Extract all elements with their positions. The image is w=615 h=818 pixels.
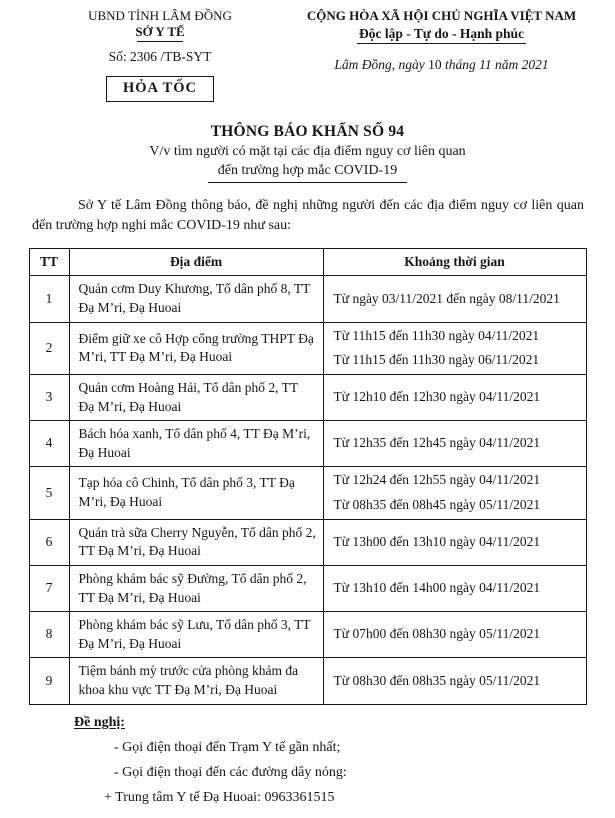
org-parent-name: UBND TỈNH LÂM ĐỒNG [88,8,232,23]
row-number: 5 [29,467,69,519]
time-line: Từ 08h30 đến 08h35 ngày 05/11/2021 [333,672,541,688]
date-suffix: tháng 11 năm 2021 [441,57,549,72]
row-location: Điểm giữ xe cô Hợp cổng trường THPT Đạ M’ri, TT Đạ M’ri, Đạ Huoai [69,322,323,374]
row-location: Quán trà sữa Cherry Nguyễn, Tổ dân phố 2, TT Đạ M’ri, Đạ Huoai [69,519,323,565]
urgency-stamp: HỎA TỐC [106,76,214,102]
row-location: Bách hóa xanh, Tổ dân phố 4, TT Đạ M’ri, Đạ Huoai [69,421,323,467]
document-number: Số: 2306 /TB-SYT [108,49,212,64]
time-line: Từ 11h15 đến 11h30 ngày 06/11/2021 [333,352,540,368]
date-prefix: Lâm Đồng, ngày [334,57,429,72]
recommendation-item: + Trung tâm Y tế Đạ Huoai: 0963361515 [104,789,335,805]
document-subtitle-line2: đến trường hợp mắc COVID-19 [208,163,407,183]
row-number: 6 [29,519,69,565]
time-line: Từ 11h15 đến 11h30 ngày 04/11/2021 [333,327,540,343]
row-location: Phòng khám bác sỹ Đường, Tổ dân phố 2, TT Đạ M’ri, Đạ Huoai [69,565,323,611]
table-row [29,276,586,322]
row-number: 1 [29,276,69,322]
recommendations-heading: Đề nghị: [74,714,125,730]
org-name: SỞ Y TẾ [135,24,185,39]
national-header-block [294,7,589,102]
time-line: Từ 07h00 đến 08h30 ngày 05/11/2021 [333,626,541,642]
row-location: Tạp hóa cô Chinh, Tổ dân phố 3, TT Đạ M’ri, Đạ Huoai [69,467,323,519]
table-header-row [29,248,586,276]
risk-locations-table [29,248,587,705]
time-line: Từ 12h24 đến 12h55 ngày 04/11/2021 [333,472,541,488]
title-block [0,123,615,183]
national-title: CỘNG HÒA XÃ HỘI CHỦ NGHĨA VIỆT NAM [306,8,577,23]
row-timerange [323,421,586,467]
time-line: Từ ngày 03/11/2021 đến ngày 08/11/2021 [333,290,560,306]
row-timerange [323,467,586,519]
row-number: 7 [29,565,69,611]
table-row [29,467,586,519]
row-timerange [323,565,586,611]
row-number: 8 [29,612,69,658]
row-timerange [323,519,586,565]
recommendation-item: - Gọi điện thoại đến các đường dây nóng: [114,764,347,780]
row-timerange [323,276,586,322]
org-name-underline [137,41,183,42]
row-location: Quán cơm Duy Khương, Tổ dân phố 8, TT Đạ M’ri, Đạ Huoai [69,276,323,322]
header-cell-location: Địa điểm [69,248,323,276]
recommendations-list [74,740,615,806]
row-location: Quán cơm Hoàng Hải, Tổ dân phố 2, TT Đạ M’ri, Đạ Huoai [69,374,323,420]
time-line: Từ 12h35 đến 12h45 ngày 04/11/2021 [333,435,541,451]
table-row [29,322,586,374]
row-number: 3 [29,374,69,420]
issuing-agency-block [26,7,294,102]
document-title: THÔNG BÁO KHẨN SỐ 94 [210,123,405,140]
table-row [29,658,586,704]
time-line: Từ 08h35 đến 08h45 ngày 05/11/2021 [333,497,541,512]
header-cell-timerange: Khoảng thời gian [323,248,586,276]
document-subtitle-line1: V/v tìm người có mặt tại các địa điểm nguy cơ liên quan [149,144,466,159]
header-cell-tt: TT [29,248,69,276]
row-location: Phòng khám bác sỹ Lưu, Tổ dân phố 3, TT Đạ M’ri, Đạ Huoai [69,612,323,658]
recommendation-item: - Gọi điện thoại đến Trạm Y tế gần nhất; [114,739,341,755]
table-row [29,565,586,611]
table-row [29,421,586,467]
risk-locations-table-body [29,276,586,704]
row-location: Tiệm bánh mỳ trước cửa phòng khám đa khoa khu vực TT Đạ M’ri, Đạ Huoai [69,658,323,704]
table-row [29,374,586,420]
row-timerange [323,374,586,420]
intro-paragraph: Sở Y tế Lâm Đồng thông báo, đề nghị những người đến các địa điểm nguy cơ liên quan đến trường hợp nghi mắc COVID-19 như sau: [32,198,584,233]
table-row [29,612,586,658]
time-line: Từ 12h10 đến 12h30 ngày 04/11/2021 [333,389,541,405]
time-line: Từ 13h10 đến 14h00 ngày 04/11/2021 [333,580,541,596]
row-number: 9 [29,658,69,704]
row-timerange [323,612,586,658]
place-date-line [294,57,589,73]
document-header [0,7,615,102]
row-number: 2 [29,322,69,374]
national-motto: Độc lập - Tự do - Hạnh phúc [357,26,526,44]
row-timerange [323,658,586,704]
table-row [29,519,586,565]
table-head [29,248,586,276]
date-day: 10 [428,57,442,72]
row-number: 4 [29,421,69,467]
row-timerange [323,322,586,374]
time-line: Từ 13h00 đến 13h10 ngày 04/11/2021 [333,533,541,549]
recommendations-section [74,715,615,806]
